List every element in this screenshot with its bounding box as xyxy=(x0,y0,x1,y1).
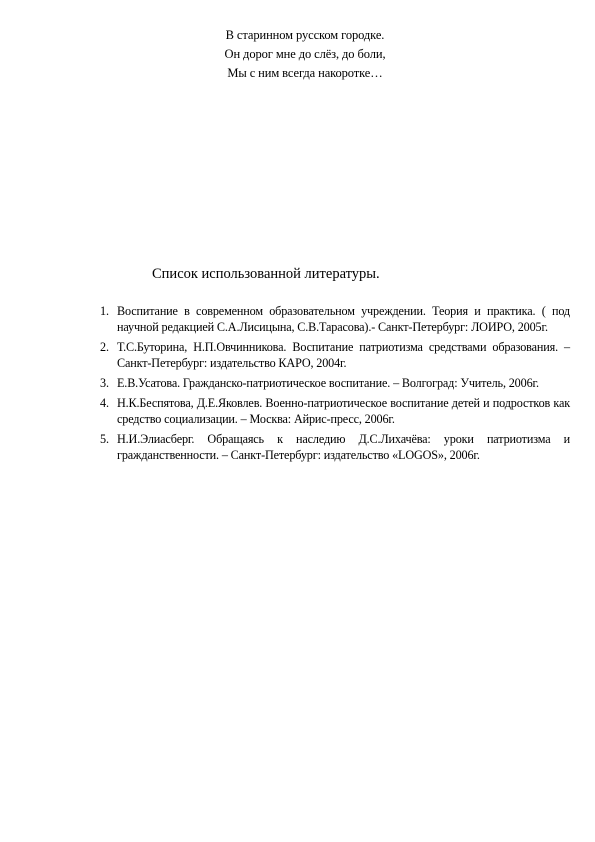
poem-line-2: Он дорог мне до слёз, до боли, xyxy=(224,47,386,61)
poem-line-3: Мы с ним всегда накоротке… xyxy=(227,66,383,80)
bibliography-item-3 xyxy=(100,375,570,391)
bibliography-item-1 xyxy=(100,303,570,335)
bibliography-item-number: 4. xyxy=(100,396,109,410)
bibliography-item-number: 5. xyxy=(100,432,109,446)
bibliography-item-number: 2. xyxy=(100,340,109,354)
bibliography-list xyxy=(100,303,570,467)
poem-line-1: В старинном русском городке. xyxy=(225,28,385,42)
poem-stanza xyxy=(195,26,415,83)
bibliography-item-number: 3. xyxy=(100,376,109,390)
bibliography-title: Список использованной литературы. xyxy=(152,266,380,282)
bibliography-item-2 xyxy=(100,339,570,371)
bibliography-item-text: Н.К.Беспятова, Д.Е.Яковлев. Военно-патриотическое воспитание детей и подростков как средство социализации. – Москва: Айрис-пресс, 2006г. xyxy=(117,396,570,426)
bibliography-item-4 xyxy=(100,395,570,427)
bibliography-item-text: Т.С.Буторина, Н.П.Овчинникова. Воспитание патриотизма средствами образования. – Санкт-Петербург: издательство КАРО, 2004г. xyxy=(117,340,570,370)
bibliography-item-text: Е.В.Усатова. Гражданско-патриотическое воспитание. – Волгоград: Учитель, 2006г. xyxy=(117,376,539,390)
bibliography-item-text: Воспитание в современном образовательном учреждении. Теория и практика. ( под научной редакцией С.А.Лисицына, С.В.Тарасова).- Санкт-Петербург: ЛОИРО, 2005г. xyxy=(117,304,570,334)
bibliography-item-number: 1. xyxy=(100,304,109,318)
bibliography-item-text: Н.И.Элиасберг. Обращаясь к наследию Д.С.Лихачёва: уроки патриотизма и гражданственности. – Санкт-Петербург: издательство «LOGOS», 2006г. xyxy=(117,432,570,462)
bibliography-item-5 xyxy=(100,431,570,463)
